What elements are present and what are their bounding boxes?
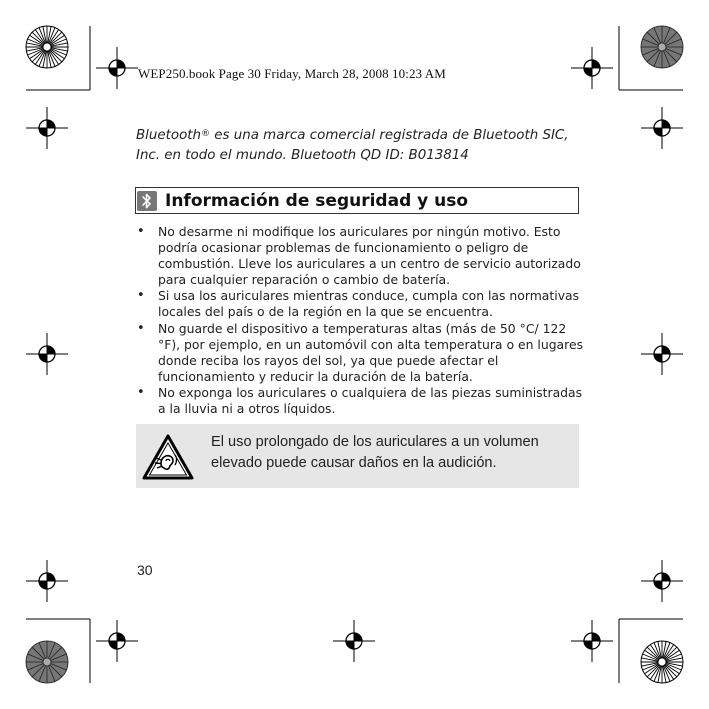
hearing-warning-box [136, 424, 579, 488]
list-item: • No guarde el dispositivo a temperaturas altas (más de 50 °C/ 122 °F), por ejemplo, en un automóvil con alta temperatura o en lugares donde reciba los rayos del sol, ya que puede afectar el funcionamiento y reducir la duración de la batería. [137, 321, 585, 385]
page-number: 30 [137, 562, 153, 578]
bluetooth-icon [137, 191, 157, 211]
hearing-warning-icon [142, 434, 194, 480]
safety-list [137, 224, 585, 417]
trademark-notice [136, 126, 586, 166]
section-title: Información de seguridad y uso [165, 190, 469, 211]
print-header: WEP250.book Page 30 Friday, March 28, 2008 10:23 AM [138, 66, 446, 81]
list-item: • Si usa los auriculares mientras conduce, cumpla con las normativas locales del país o de la región en la que se encuentra. [137, 288, 585, 320]
list-item: • No desarme ni modifique los auriculares por ningún motivo. Esto podría ocasionar problemas de funcionamiento o peligro de combustión. Lleve los auriculares a un centro de servicio autorizado para cualquier reparación o cambio de batería. [137, 224, 585, 288]
section-heading [135, 187, 579, 214]
registered-mark: ® [201, 129, 211, 139]
trademark-brand: Bluetooth [136, 128, 202, 143]
list-item: • No exponga los auriculares o cualquiera de las piezas suministradas a la lluvia ni a otros líquidos. [137, 385, 585, 417]
trademark-text: es una marca comercial registrada de Bluetooth SIC, Inc. en todo el mundo. Bluetooth QD ID: B013814 [136, 128, 569, 163]
warning-text: El uso prolongado de los auriculares a un volumen elevado puede causar daños en la audición. [211, 434, 539, 471]
